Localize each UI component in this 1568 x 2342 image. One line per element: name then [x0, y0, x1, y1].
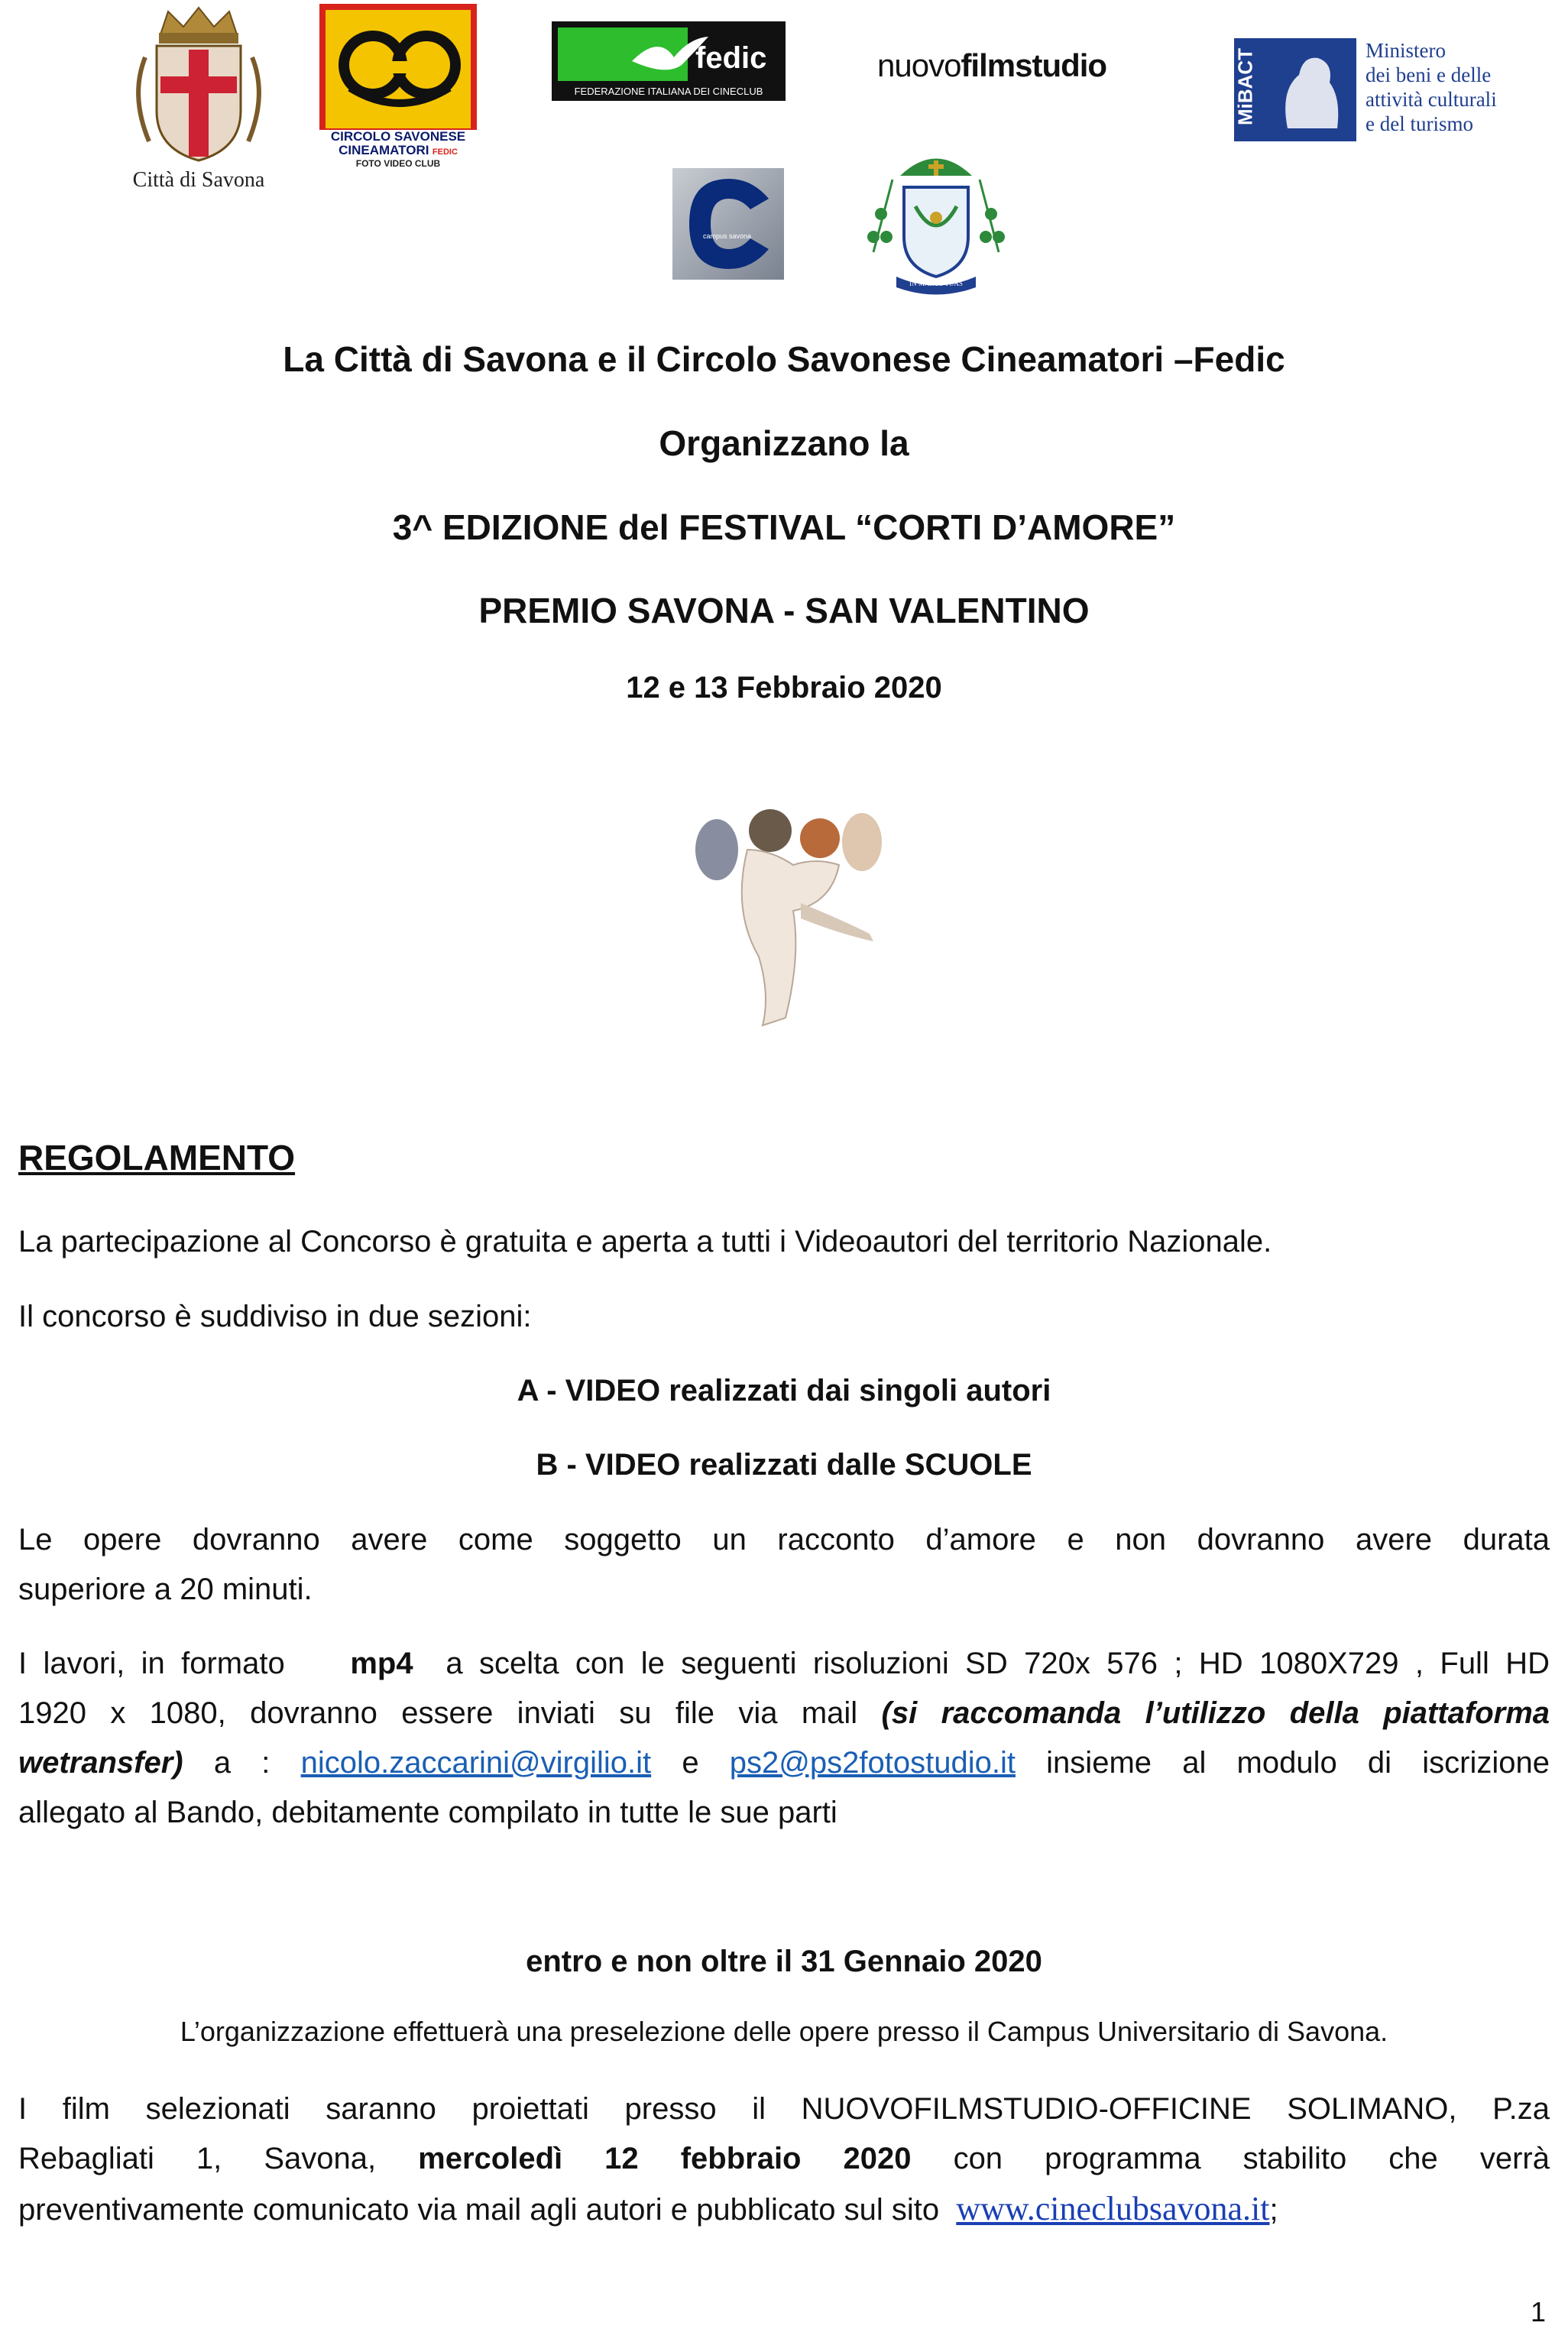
paragraph-subject-line1: Le opere dovranno avere come soggetto un racconto d’amore e non dovranno avere durata [18, 1523, 1550, 1556]
mibact-line1: Ministero [1366, 39, 1446, 62]
paragraph-screening-line2 [18, 2134, 1550, 2184]
campus-caption: campus savona [703, 232, 752, 240]
mibact-line4: e del turismo [1366, 112, 1473, 135]
citta-di-savona-caption: Città di Savona [132, 168, 265, 192]
mibact-abbr: MiBACT [1233, 47, 1257, 126]
format-a: a : [213, 1746, 271, 1780]
fedic-subtitle: FEDERAZIONE ITALIANA DEI CINECLUB [574, 86, 763, 97]
format-text-a: I lavori, in formato [18, 1647, 285, 1680]
paragraph-screening-line3 [18, 2184, 1278, 2235]
nuovo-text: nuovo [877, 47, 961, 83]
statue-icon [1265, 44, 1353, 136]
bishop-coat-of-arms [862, 145, 1010, 298]
header-line3: 3^ EDIZIONE del FESTIVAL “CORTI D’AMORE” [392, 507, 1176, 547]
circolo-line1: CIRCOLO SAVONESE [319, 130, 477, 144]
email-link-zaccarini[interactable]: nicolo.zaccarini@virgilio.it [300, 1746, 652, 1780]
campus-savona-logo [672, 168, 784, 280]
mibact-line2: dei beni e delle [1366, 63, 1492, 86]
format-text-l3d: insieme al modulo di iscrizione [1046, 1746, 1550, 1780]
regolamento-title: REGOLAMENTO [18, 1138, 296, 1177]
header-line1: La Città di Savona e il Circolo Savonese Cineamatori –Fedic [283, 339, 1285, 379]
paragraph-sections-intro: Il concorso è suddiviso in due sezioni: [18, 1300, 532, 1333]
screening-text-c: con programma stabilito che verrà [953, 2142, 1550, 2175]
circolo-fedic: FEDIC [432, 147, 458, 157]
mibact-line3: attività culturali [1366, 88, 1497, 111]
cherubs-icon [686, 804, 889, 1030]
nuovo-filmstudio-logo [877, 47, 1106, 84]
mibact-logo [1234, 38, 1532, 141]
format-e: e [682, 1746, 699, 1780]
format-text-l2b: (si raccomanda l’utilizzo della piattaforma [881, 1696, 1550, 1730]
festival-date: 12 e 13 Febbraio 2020 [626, 671, 942, 705]
screening-semicolon: ; [1269, 2193, 1278, 2227]
citta-di-savona-logo [115, 4, 283, 195]
paragraph-screening-line1: I film selezionati saranno proiettati presso il NUOVOFILMSTUDIO-OFFICINE SOLIMANO, P.za [18, 2092, 1550, 2126]
screening-text-a: Rebagliati 1, Savona, [18, 2142, 377, 2175]
header-line2: Organizzano la [659, 423, 909, 463]
format-mp4: mp4 [350, 1647, 413, 1680]
paragraph-format-line3 [18, 1738, 1550, 1788]
bishop-motto: IN MANUS TUAS [909, 280, 963, 287]
format-text-c: a scelta con le seguenti risoluzioni SD 720x 576 ; HD 1080X729 , Full HD [445, 1647, 1550, 1680]
paragraph-participation: La partecipazione al Concorso è gratuita e aperta a tutti i Videoautori del territorio Nazionale. [18, 1225, 1272, 1258]
section-a: A - VIDEO realizzati dai singoli autori [517, 1374, 1051, 1407]
coat-of-arms-icon [862, 145, 1010, 298]
campus-c-icon [679, 173, 779, 275]
filmstudio-text: filmstudio [961, 47, 1107, 83]
savona-crest-icon [115, 4, 283, 164]
page-number: 1 [1531, 2296, 1547, 2327]
circolo-savonese-logo [319, 4, 477, 170]
screening-date: mercoledì 12 febbraio 2020 [418, 2142, 912, 2175]
email-link-ps2[interactable]: ps2@ps2fotostudio.it [729, 1746, 1016, 1780]
header-line4: PREMIO SAVONA - SAN VALENTINO [478, 591, 1090, 630]
paragraph-subject-line2: superiore a 20 minuti. [18, 1573, 313, 1606]
section-b: B - VIDEO realizzati dalle SCUOLE [536, 1448, 1032, 1482]
paragraph-format-line2 [18, 1689, 1550, 1738]
circolo-line2: CINEAMATORI [339, 143, 429, 157]
format-wetransfer: wetransfer) [18, 1746, 183, 1780]
fedic-logo [552, 21, 786, 101]
paragraph-format-line4: allegato al Bando, debitamente compilato in tutte le sue parti [18, 1796, 837, 1829]
fedic-name: fedic [695, 41, 767, 75]
cherub-illustration [686, 804, 889, 1030]
paragraph-format-line1 [18, 1639, 1550, 1689]
preselection-note: L’organizzazione effettuerà una preselezione delle opere presso il Campus Universitario di Savona. [180, 2016, 1388, 2047]
screening-text-l3: preventivamente comunicato via mail agli autori e pubblicato sul sito [18, 2193, 940, 2227]
deadline: entro e non oltre il 31 Gennaio 2020 [526, 1945, 1042, 1978]
website-link[interactable]: www.cineclubsavona.it [956, 2190, 1270, 2227]
format-text-l2a: 1920 x 1080, dovranno essere inviati su file via mail [18, 1696, 858, 1730]
circolo-line3: FOTO VIDEO CLUB [319, 157, 477, 170]
film-reel-icon [335, 19, 465, 118]
